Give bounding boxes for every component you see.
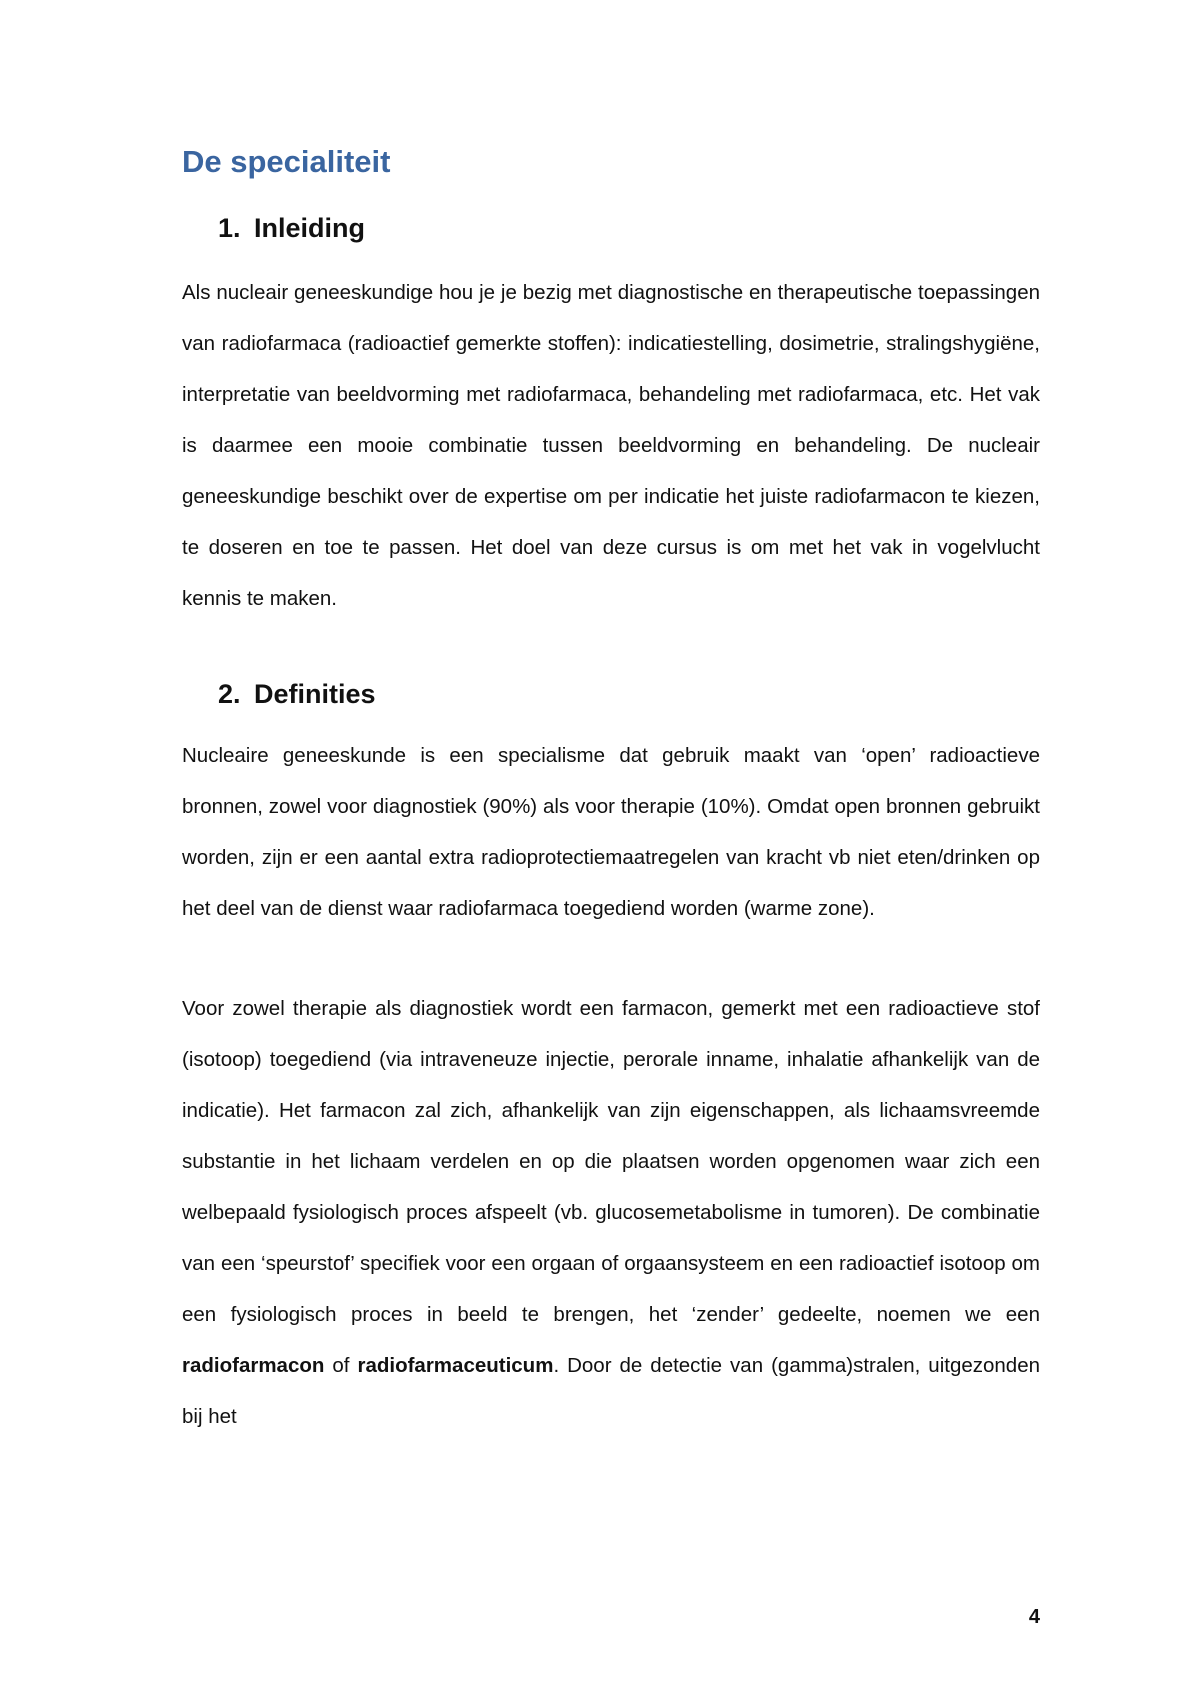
paragraph-definities-1: Nucleaire geneeskunde is een specialisme dat gebruik maakt van ‘open’ radioactieve bronnen, zowel voor diagnostiek (90%) als voor therapie (10%). Omdat open bronnen gebruikt worden, zijn er een aantal extra radioprotectiemaatregelen van kracht vb niet eten/drinken op het deel van de dienst waar radiofarmaca toegediend worden (warme zone).	[182, 744, 1040, 920]
section-title: Definities	[254, 679, 376, 709]
page-content	[182, 140, 1040, 1442]
paragraph-text: . Door de detectie van (gamma)stralen, uitgezonden bij het	[182, 1354, 1041, 1428]
paragraph-inleiding: Als nucleair geneeskundige hou je je bezig met diagnostische en therapeutische toepassingen van radiofarmaca (radioactief gemerkte stoffen): indicatiestelling, dosimetrie, stralingshygiëne, interpretatie van beeldvorming met radiofarmaca, behandeling met radiofarmaca, etc. Het vak is daarmee een mooie combinatie tussen beeldvorming en behandeling. De nucleair geneeskundige beschikt over de expertise om per indicatie het juiste radiofarmacon te kiezen, te doseren en toe te passen. Het doel van deze cursus is om met het vak in vogelvlucht kennis te maken.	[182, 281, 1040, 610]
section-heading-definities	[182, 674, 1040, 714]
section-number: 2.	[218, 679, 241, 709]
paragraph-definities-2	[182, 983, 1040, 1442]
term-radiofarmacon: radiofarmacon	[182, 1354, 325, 1377]
chapter-title: De specialiteit	[182, 144, 391, 179]
paragraph-text: of	[332, 1354, 350, 1377]
paragraph-text: Voor zowel therapie als diagnostiek wordt een farmacon, gemerkt met een radioactieve stof (isotoop) toegediend (via intraveneuze injectie, perorale inname, inhalatie afhankelijk van de indicatie). Het farmacon zal zich, afhankelijk van zijn eigenschappen, als lichaamsvreemde substantie in het lichaam verdelen en op die plaatsen worden opgenomen waar zich een welbepaald fysiologisch proces afspeelt (vb. glucosemetabolisme in tumoren). De combinatie van een ‘speurstof’ specifiek voor een orgaan of orgaansysteem en een radioactief isotoop om een fysiologisch proces in beeld te brengen, het ‘zender’ gedeelte, noemen we een	[182, 997, 1040, 1326]
section-number: 1.	[218, 213, 241, 243]
term-radiofarmaceuticum: radiofarmaceuticum	[357, 1354, 554, 1377]
page-number: 4	[1028, 1606, 1040, 1628]
section-title: Inleiding	[254, 213, 365, 243]
section-heading-inleiding	[182, 208, 1040, 248]
